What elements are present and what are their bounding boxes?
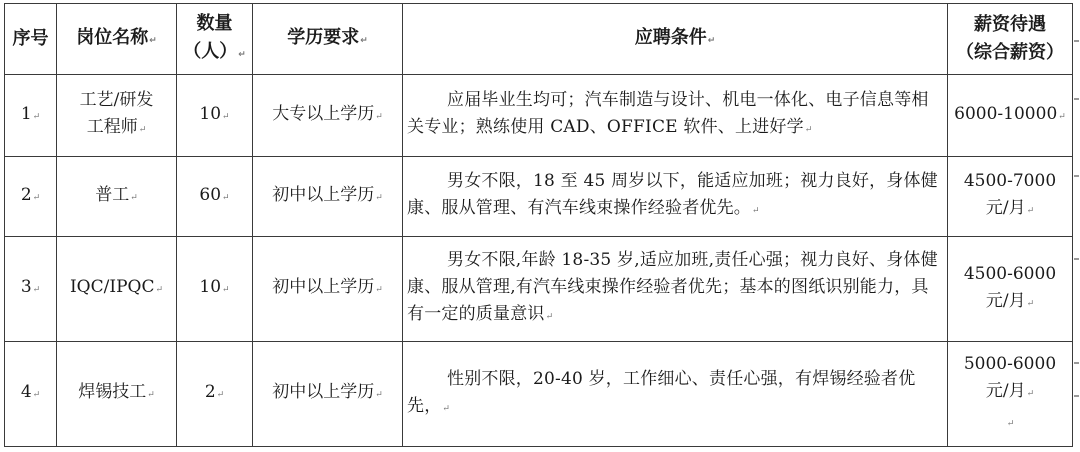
cell-count: 60↵ (177, 157, 253, 237)
cell-education: 初中以上学历↵ (253, 157, 403, 237)
cell-no: 4↵ (5, 342, 57, 447)
table-row (5, 157, 1073, 237)
cell-salary: 4500-7000 元/月↵ (948, 157, 1073, 237)
cell-position: 普工↵ (57, 157, 177, 237)
table-row (5, 237, 1073, 342)
table-row (5, 75, 1073, 157)
cell-conditions: 应届毕业生均可；汽车制造与设计、机电一体化、电子信息等相关专业；熟练使用 CAD、OFFICE 软件、上进好学↵ (403, 75, 948, 157)
cell-position: 焊锡技工↵ (57, 342, 177, 447)
cell-education: 初中以上学历↵ (253, 237, 403, 342)
cell-salary: 5000-6000 元/月↵ ↵ (948, 342, 1073, 447)
row-end-marker (1074, 362, 1079, 364)
cell-no: 2↵ (5, 157, 57, 237)
row-end-marker (1074, 98, 1079, 100)
row-end-marker (1074, 175, 1079, 177)
cell-no: 3↵ (5, 237, 57, 342)
cell-no: 1↵ (5, 75, 57, 157)
header-conditions: 应聘条件↵ (403, 4, 948, 75)
cell-conditions: 男女不限,年龄 18-35 岁,适应加班,责任心强；视力良好、身体健康、服从管理,有汽车线束操作经验者优先；基本的图纸识别能力，具有一定的质量意识↵ (403, 237, 948, 342)
cell-education: 大专以上学历↵ (253, 75, 403, 157)
table-row (5, 342, 1073, 447)
header-salary: 薪资待遇 （综合薪资） (948, 4, 1073, 75)
cell-count: 10↵ (177, 237, 253, 342)
cell-education: 初中以上学历↵ (253, 342, 403, 447)
job-table-wrapper (4, 3, 1072, 446)
cell-count: 2↵ (177, 342, 253, 447)
cell-position: 工艺/研发 工程师↵ (57, 75, 177, 157)
row-end-marker (1074, 395, 1079, 397)
job-table (4, 3, 1073, 447)
row-end-marker (1074, 258, 1079, 260)
cell-conditions: 性别不限，20-40 岁，工作细心、责任心强，有焊锡经验者优先，↵ (403, 342, 948, 447)
cell-salary: 4500-6000 元/月↵ (948, 237, 1073, 342)
table-header-row (5, 4, 1073, 75)
cell-salary: 6000-10000↵ (948, 75, 1073, 157)
row-end-marker (1074, 40, 1079, 42)
cell-conditions: 男女不限，18 至 45 周岁以下，能适应加班；视力良好，身体健康、服从管理、有汽车线束操作经验者优先。↵ (403, 157, 948, 237)
cell-count: 10↵ (177, 75, 253, 157)
header-count: 数量 （人）↵ (177, 4, 253, 75)
header-education: 学历要求↵ (253, 4, 403, 75)
header-position: 岗位名称↵ (57, 4, 177, 75)
cell-position: IQC/IPQC↵ (57, 237, 177, 342)
header-no: 序号 (5, 4, 57, 75)
